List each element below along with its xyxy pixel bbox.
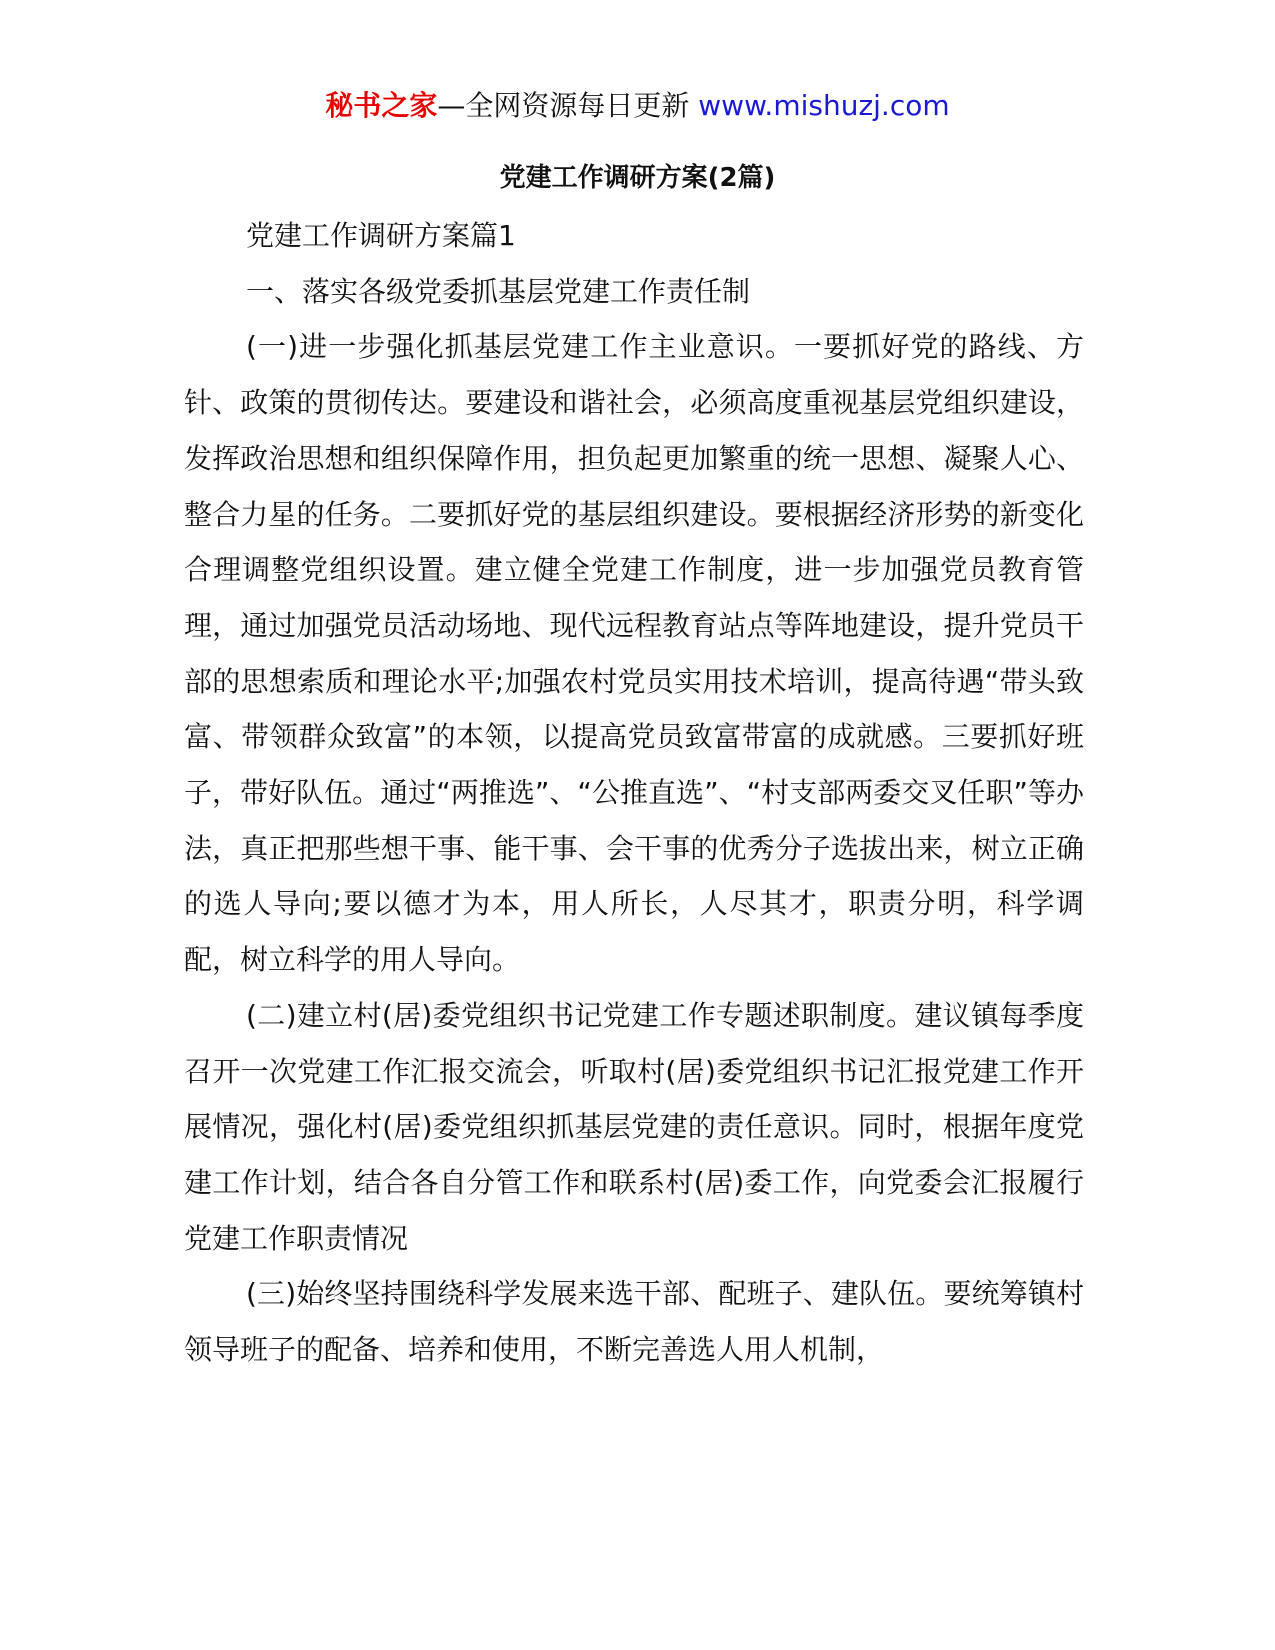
site-banner [0, 86, 1275, 126]
banner-tagline: —全网资源每日更新 [437, 89, 699, 122]
document-body [184, 208, 1084, 1378]
body-paragraph: (二)建立村(居)委党组织书记党建工作专题述职制度。建议镇每季度召开一次党建工作汇报交流会，听取村(居)委党组织书记汇报党建工作开展情况，强化村(居)委党组织抓基层党建的责任意识。同时，根据年度党建工作计划，结合各自分管工作和联系村(居)委工作，向党委会汇报履行党建工作职责情况 [184, 998, 1084, 1255]
section-heading: 党建工作调研方案篇1 [246, 219, 516, 252]
brand-name: 秘书之家 [325, 89, 438, 122]
body-paragraph: (三)始终坚持围绕科学发展来选干部、配班子、建队伍。要统筹镇村领导班子的配备、培养和使用，不断完善选人用人机制， [184, 1277, 1084, 1367]
site-url-link[interactable]: www.mishuzj.com [698, 89, 950, 122]
section-heading: 一、落实各级党委抓基层党建工作责任制 [246, 274, 751, 308]
document-title: 党建工作调研方案(2篇) [499, 163, 776, 193]
body-paragraph: (一)进一步强化抓基层党建工作主业意识。一要抓好党的路线、方针、政策的贯彻传达。要建设和谐社会，必须高度重视基层党组织建设，发挥政治思想和组织保障作用，担负起更加繁重的统一思想、凝聚人心、整合力星的任务。二要抓好党的基层组织建设。要根据经济形势的新变化合理调整党组织设置。建立健全党建工作制度，进一步加强党员教育管理，通过加强党员活动场地、现代远程教育站点等阵地建设，提升党员干部的思想索质和理论水平;加强农村党员实用技术培训，提高待遇“带头致富、带领群众致富”的本领，以提高党员致富带富的成就感。三要抓好班子，带好队伍。通过“两推选”、“公推直选”、“村支部两委交叉任职”等办法，真正把那些想干事、能干事、会干事的优秀分子选拔出来，树立正确的选人导向;要以德才为本，用人所长，人尽其才，职责分明，科学调配，树立科学的用人导向。 [184, 330, 1084, 977]
